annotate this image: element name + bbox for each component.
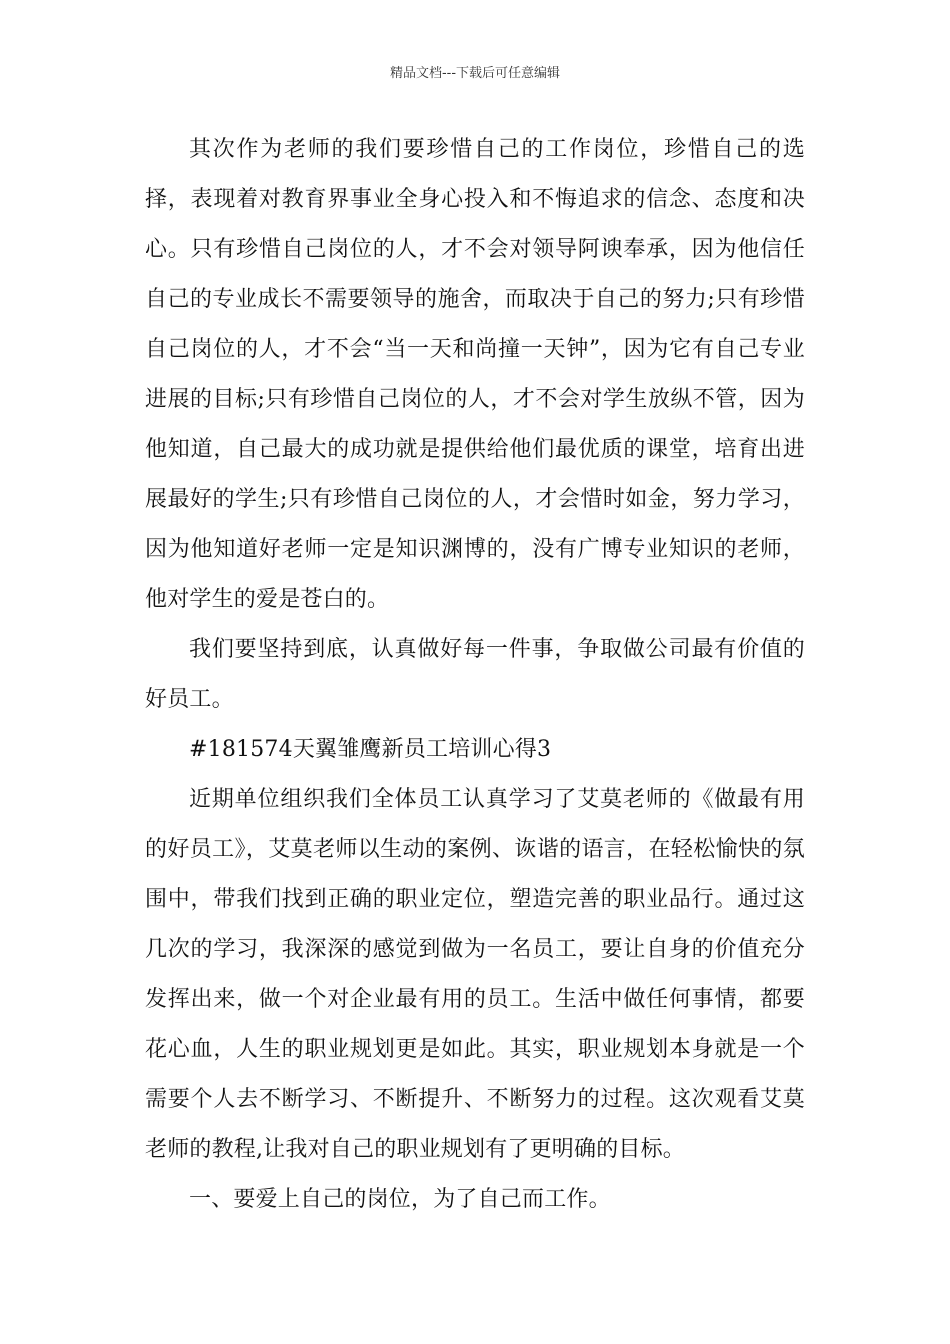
page-header: 精品文档---下载后可任意编辑 [389, 66, 561, 81]
paragraph-cherish-position: 其次作为老师的我们要珍惜自己的工作岗位，珍惜自己的选择，表现着对教育界事业全身心投入和不悔追求的信念、态度和决心。只有珍惜自己岗位的人，才不会对领导阿谀奉承，因为他信任自己的专业成长不需要领导的施舍，而取决于自己的努力;只有珍惜自己岗位的人，才不会“当一天和尚撞一天钟”，因为它有自己专业进展的目标;只有珍惜自己岗位的人，才不会对学生放纵不管，因为他知道，自己最大的成功就是提供给他们最优质的课堂，培育出进展最好的学生;只有珍惜自己岗位的人，才会惜时如金，努力学习，因为他知道好老师一定是知识渊博的，没有广博专业知识的老师，他对学生的爱是苍白的。 [145, 137, 805, 612]
paragraph-love-position: 一、要爱上自己的岗位，为了自己而工作。 [189, 1187, 611, 1212]
section-heading: #181574天翼雏鹰新员工培训心得3 [189, 737, 552, 762]
document-body [145, 125, 805, 1225]
paragraph-training-reflection: 近期单位组织我们全体员工认真学习了艾莫老师的《做最有用的好员工》，艾莫老师以生动的案例、诙谐的语言，在轻松愉快的氛围中，带我们找到正确的职业定位，塑造完善的职业品行。通过这几次的学习，我深深的感觉到做为一名员工，要让自身的价值充分发挥出来，做一个对企业最有用的员工。生活中做任何事情，都要花心血，人生的职业规划更是如此。其实，职业规划本身就是一个需要个人去不断学习、不断提升、不断努力的过程。这次观看艾莫老师的教程,让我对自己的职业规划有了更明确的目标。 [145, 787, 805, 1162]
paragraph-persist: 我们要坚持到底，认真做好每一件事，争取做公司最有价值的好员工。 [145, 637, 805, 712]
